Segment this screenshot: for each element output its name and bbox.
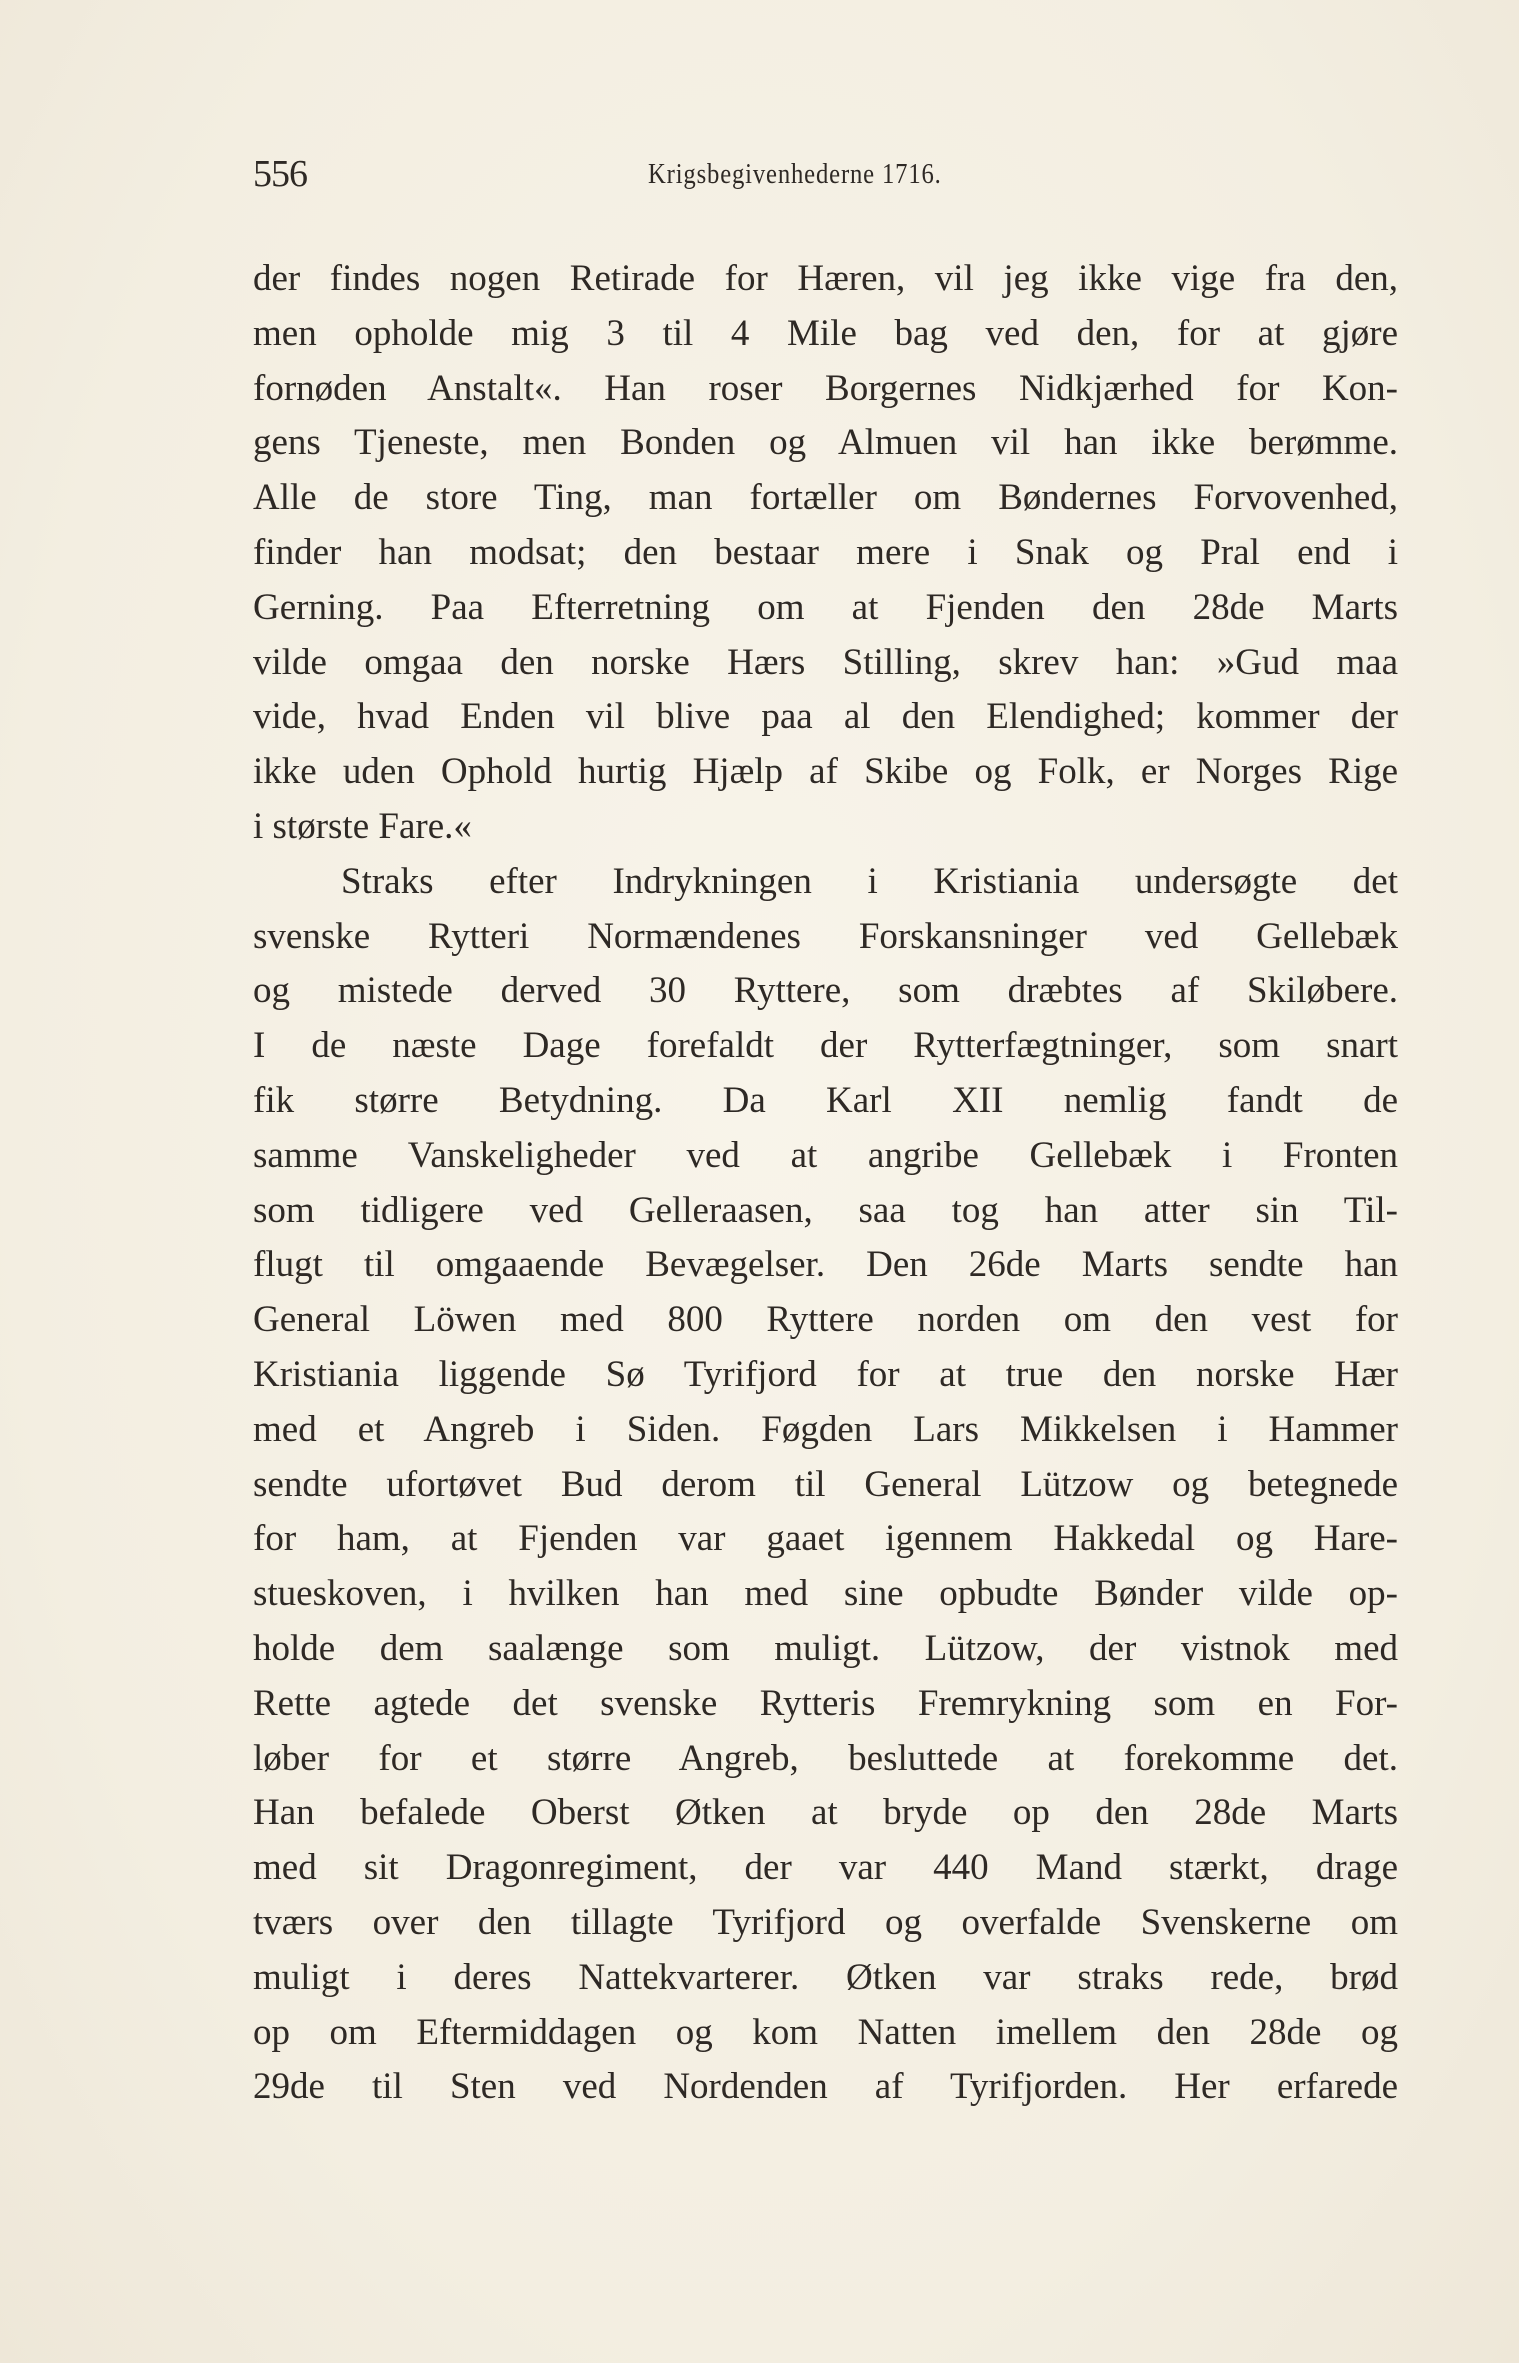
- text-line: svenske Rytteri Normændenes Forskansninger ved Gellebæk: [253, 915, 1398, 957]
- text-line: op om Eftermiddagen og kom Natten imellem den 28de og: [253, 2011, 1398, 2053]
- text-line: og mistede derved 30 Ryttere, som dræbtes af Skiløbere.: [253, 970, 1398, 1012]
- text-line: med et Angreb i Siden. Føgden Lars Mikkelsen i Hammer: [253, 1408, 1398, 1450]
- text-line: løber for et større Angreb, besluttede at forekomme det.: [253, 1737, 1398, 1779]
- text-line: flugt til omgaaende Bevægelser. Den 26de Marts sendte han: [253, 1244, 1398, 1286]
- page-number: 556: [253, 153, 307, 195]
- text-line: vilde omgaa den norske Hærs Stilling, skrev han: »Gud maa: [253, 641, 1398, 683]
- text-line: sendte ufortøvet Bud derom til General Lützow og betegnede: [253, 1463, 1398, 1505]
- text-line: der findes nogen Retirade for Hæren, vil jeg ikke vige fra den,: [253, 258, 1398, 299]
- text-line: Straks efter Indrykningen i Kristiania undersøgte det: [341, 860, 1398, 902]
- text-line: finder han modsat; den bestaar mere i Snak og Pral end i: [253, 531, 1398, 573]
- text-line: Alle de store Ting, man fortæller om Bøndernes Forvovenhed,: [253, 477, 1398, 519]
- text-line: ikke uden Ophold hurtig Hjælp af Skibe og Folk, er Norges Rige: [253, 751, 1398, 793]
- text-line: Gerning. Paa Efterretning om at Fjenden den 28de Marts: [253, 586, 1398, 628]
- body-text: [253, 252, 1398, 2115]
- text-line: men opholde mig 3 til 4 Mile bag ved den, for at gjøre: [253, 312, 1398, 354]
- text-line: holde dem saalænge som muligt. Lützow, der vistnok med: [253, 1627, 1398, 1669]
- text-line: fik større Betydning. Da Karl XII nemlig fandt de: [253, 1079, 1398, 1121]
- text-line: for ham, at Fjenden var gaaet igennem Hakkedal og Hare-: [253, 1518, 1398, 1560]
- text-line: vide, hvad Enden vil blive paa al den Elendighed; kommer der: [253, 696, 1398, 738]
- text-line: muligt i deres Nattekvarterer. Øtken var straks rede, brød: [253, 1956, 1398, 1998]
- page-header: [253, 152, 1398, 202]
- text-line: tværs over den tillagte Tyrifjord og overfalde Svenskerne om: [253, 1901, 1398, 1943]
- text-line: fornøden Anstalt«. Han roser Borgernes Nidkjærhed for Kon-: [253, 367, 1398, 409]
- text-line: Han befalede Oberst Øtken at bryde op den 28de Marts: [253, 1792, 1398, 1834]
- text-line: Kristiania liggende Sø Tyrifjord for at true den norske Hær: [253, 1353, 1398, 1395]
- text-line: 29de til Sten ved Nordenden af Tyrifjorden. Her erfarede: [253, 2066, 1398, 2108]
- text-line: General Löwen med 800 Ryttere norden om den vest for: [253, 1299, 1398, 1341]
- text-line: samme Vanskeligheder ved at angribe Gellebæk i Fronten: [253, 1134, 1398, 1176]
- text-line: Rette agtede det svenske Rytteris Fremrykning som en For-: [253, 1682, 1398, 1724]
- running-title: Krigsbegivenhederne 1716.: [648, 158, 942, 190]
- text-line: som tidligere ved Gelleraasen, saa tog han atter sin Til-: [253, 1189, 1398, 1231]
- text-line: i største Fare.«: [253, 805, 472, 847]
- text-line: stueskoven, i hvilken han med sine opbudte Bønder vilde op-: [253, 1573, 1398, 1615]
- text-line: gens Tjeneste, men Bonden og Almuen vil han ikke berømme.: [253, 422, 1398, 464]
- text-line: med sit Dragonregiment, der var 440 Mand stærkt, drage: [253, 1847, 1398, 1889]
- text-line: I de næste Dage forefaldt der Rytterfægtninger, som snart: [253, 1025, 1398, 1067]
